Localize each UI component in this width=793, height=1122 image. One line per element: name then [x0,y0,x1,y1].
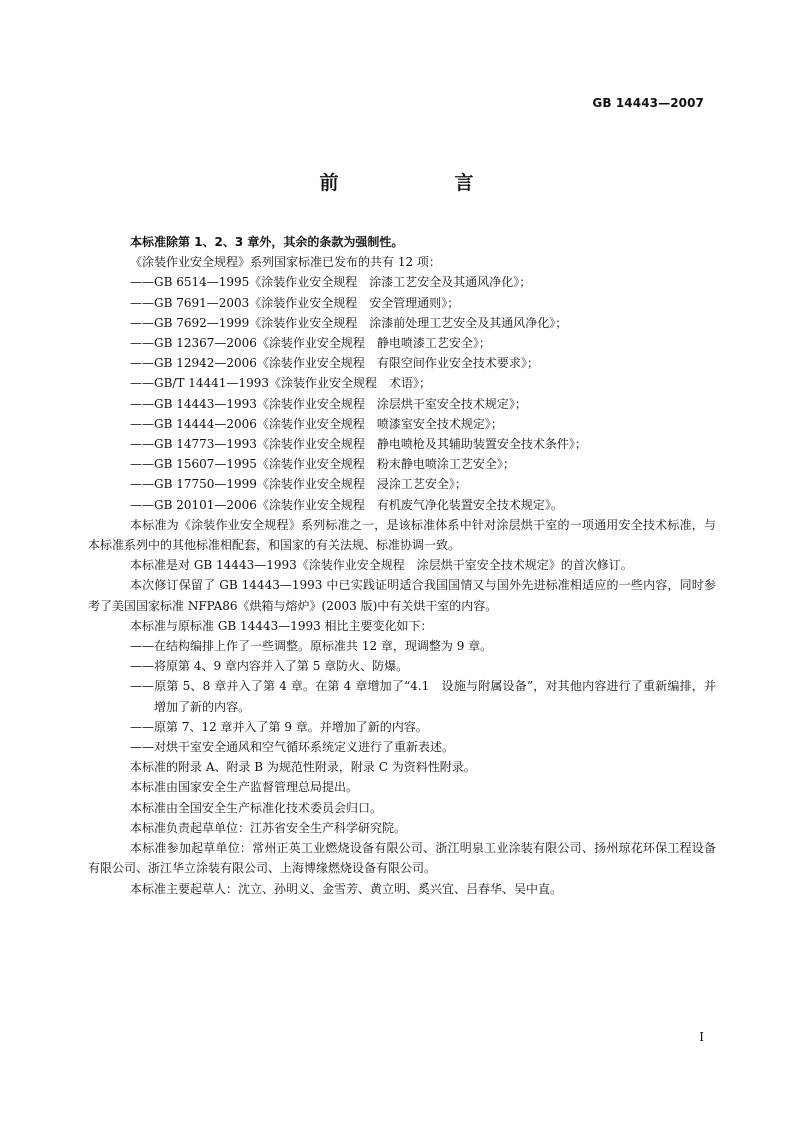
standard-list-item: ——GB 6514—1995《涂装作业安全规程 涂漆工艺安全及其通风净化》； [130,275,532,290]
page-title: 前 言 [319,172,500,194]
standard-list-item: ——GB 15607—1995《涂装作业安全规程 粉末静电喷涂工艺安全》； [130,457,515,472]
main-drafters-paragraph: 本标准主要起草人：沈立、孙明义、金雪芳、黄立明、奚兴宜、吕春华、吴中直。 [130,881,563,896]
standard-list-item: ——GB 17750—1999《涂装作业安全规程 浸涂工艺安全》； [130,477,467,492]
page-number: I [699,1030,704,1044]
standard-list-item: ——GB 7692—1999《涂装作业安全规程 涂漆前处理工艺安全及其通风净化》； [130,315,568,330]
series-intro-paragraph: 《涂装作业安全规程》系列国家标准已发布的共有 12 项： [130,255,441,270]
scope-paragraph: 本标准为《涂装作业安全规程》系列标准之一，是该标准体系中针对涂层烘干室的一项通用安全技术标准，与本标准系列中的其他标准相配套，和国家的有关法规、标准协调一致。 [88,517,716,553]
changes-intro-paragraph: 本标准与原标准 GB 14443—1993 相比主要变化如下： [130,618,433,633]
standard-list-item: ——GB 7691—2003《涂装作业安全规程 安全管理通则》； [130,295,460,310]
standard-list-item: ——GB 20101—2006《涂装作业安全规程 有机废气净化装置安全技术规定》。 [130,497,563,512]
change-list-item: ——原第 7、12 章并入了第 9 章。并增加了新的内容。 [130,719,428,734]
standard-list-item: ——GB 14444—2006《涂装作业安全规程 喷漆室安全技术规定》； [130,416,503,431]
participating-drafters-paragraph: 本标准参加起草单位：常州正英工业燃烧设备有限公司、浙江明泉工业涂装有限公司、扬州琼花环保工程设备有限公司、浙江华立涂装有限公司、上海博缘燃烧设备有限公司。 [88,841,716,876]
change-list-item: ——原第 5、8 章并入了第 4 章。在第 4 章增加了“4.1 设施与附属设备”，对其他内容进行了重新编排，并增加了新的内容。 [130,679,716,714]
revision-basis-paragraph: 本次修订保留了 GB 14443—1993 中已实践证明适合我国国情又与国外先进标准相适应的一些内容，同时参考了美国国家标准 NFPA86《烘箱与熔炉》(2003 版)中有关烘干室的内容。 [88,578,716,613]
mandatory-clause-statement: 本标准除第 1、2、3 章外，其余的条款为强制性。 [130,235,404,249]
committee-paragraph: 本标准由全国安全生产标准化技术委员会归口。 [130,800,383,815]
standard-list-item: ——GB 12367—2006《涂装作业安全规程 静电喷漆工艺安全》； [130,336,491,351]
standard-list-item: ——GB/T 14441—1993《涂装作业安全规程 术语》； [130,376,431,391]
change-list-item: ——将原第 4、9 章内容并入了第 5 章防火、防爆。 [130,659,409,674]
standard-list-item: ——GB 14443—1993《涂装作业安全规程 涂层烘干室安全技术规定》； [130,396,527,411]
standard-number: GB 14443—2007 [592,96,704,110]
foreword-body [88,232,716,899]
lead-drafter-paragraph: 本标准负责起草单位：江苏省安全生产科学研究院。 [130,820,407,835]
change-list-item: ——在结构编排上作了一些调整。原标准共 12 章，现调整为 9 章。 [130,639,493,654]
standard-list-item: ——GB 14773—1993《涂装作业安全规程 静电喷枪及其辅助装置安全技术条件》； [130,437,587,452]
annex-paragraph: 本标准的附录 A、附录 B 为规范性附录，附录 C 为资料性附录。 [130,760,476,775]
standard-list-item: ——GB 12942—2006《涂装作业安全规程 有限空间作业安全技术要求》； [130,356,539,371]
change-list-item: ——对烘干室安全通风和空气循环系统定义进行了重新表述。 [130,740,455,755]
revision-paragraph: 本标准是对 GB 14443—1993《涂装作业安全规程 涂层烘干室安全技术规定》的首次修订。 [130,558,633,573]
proposer-paragraph: 本标准由国家安全生产监督管理总局提出。 [130,780,359,795]
